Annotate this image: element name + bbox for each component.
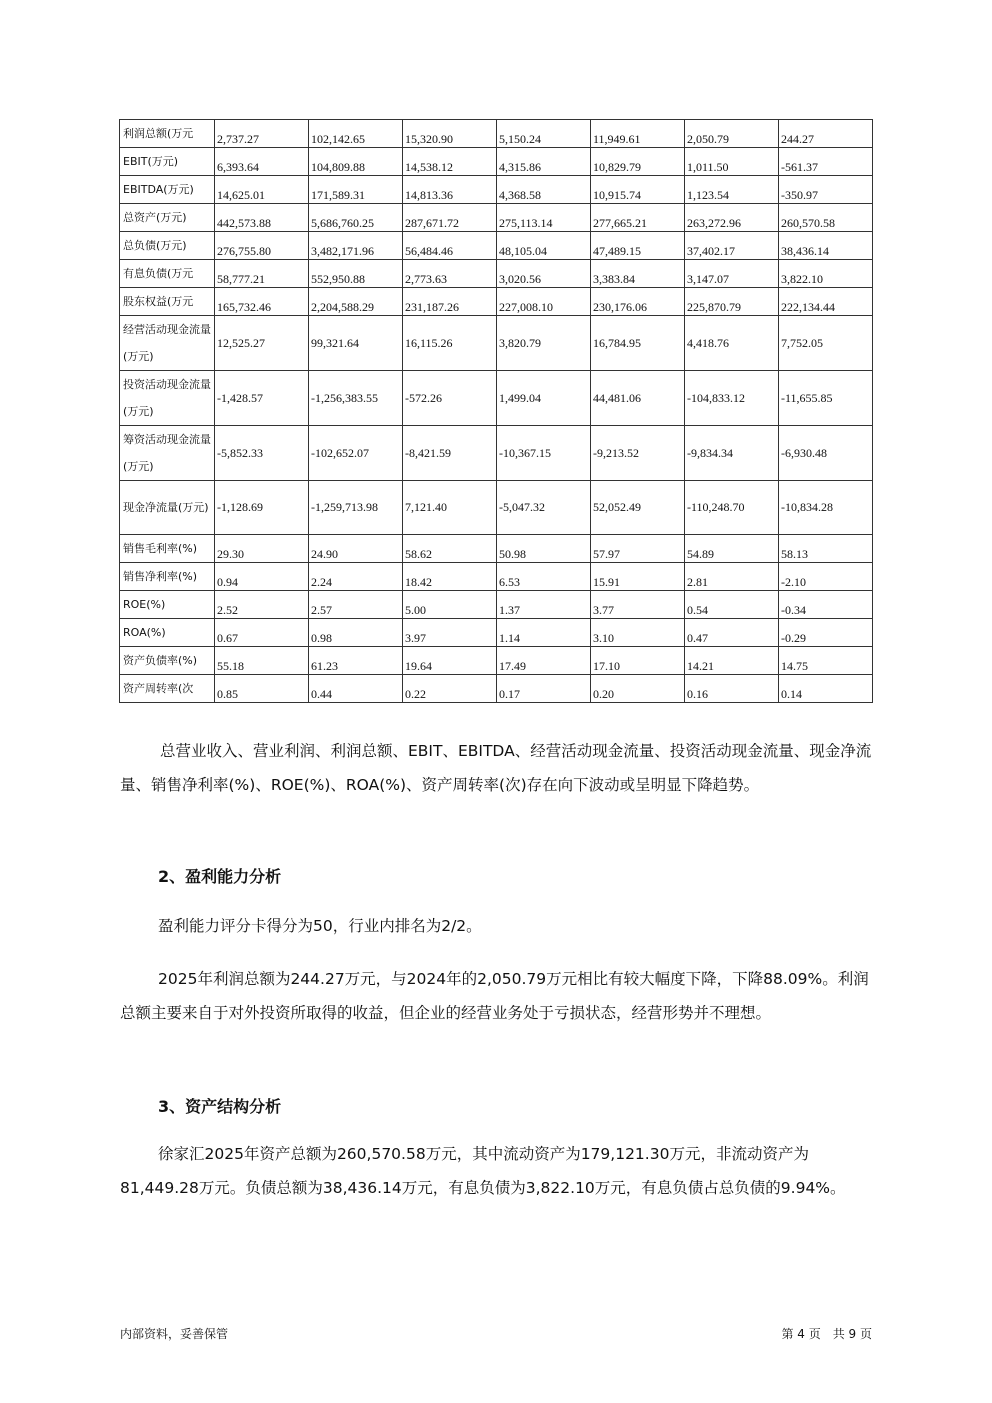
table-cell: 11,949.61 — [591, 120, 685, 148]
table-cell: 0.22 — [403, 675, 497, 703]
table-cell: 12,525.27 — [215, 316, 309, 371]
row-label: 投资活动现金流量(万元) — [120, 371, 215, 426]
table-cell: 0.54 — [685, 591, 779, 619]
table-cell: 29.30 — [215, 535, 309, 563]
table-cell: 0.67 — [215, 619, 309, 647]
table-cell: 58.62 — [403, 535, 497, 563]
table-cell: 2,050.79 — [685, 120, 779, 148]
table-cell: 3,822.10 — [779, 260, 873, 288]
table-cell: 1.37 — [497, 591, 591, 619]
table-row — [120, 288, 873, 316]
table-cell: 227,008.10 — [497, 288, 591, 316]
table-row — [120, 481, 873, 535]
table-cell: -2.10 — [779, 563, 873, 591]
row-label: 销售毛利率(%) — [120, 535, 215, 563]
table-cell: 0.85 — [215, 675, 309, 703]
table-cell: 10,829.79 — [591, 148, 685, 176]
table-cell: 0.20 — [591, 675, 685, 703]
table-cell: 5,686,760.25 — [309, 204, 403, 232]
table-cell: 3.10 — [591, 619, 685, 647]
footer-page-number: 第 4 页 共 9 页 — [781, 1327, 872, 1341]
table-cell: 5,150.24 — [497, 120, 591, 148]
table-cell: -104,833.12 — [685, 371, 779, 426]
row-label: 现金净流量(万元) — [120, 481, 215, 535]
row-label: 有息负债(万元 — [120, 260, 215, 288]
table-cell: -5,852.33 — [215, 426, 309, 481]
row-label: 总负债(万元) — [120, 232, 215, 260]
table-cell: -350.97 — [779, 176, 873, 204]
table-cell: -561.37 — [779, 148, 873, 176]
table-cell: 2.52 — [215, 591, 309, 619]
table-row — [120, 647, 873, 675]
table-cell: 58,777.21 — [215, 260, 309, 288]
table-cell: 18.42 — [403, 563, 497, 591]
row-label: 股东权益(万元 — [120, 288, 215, 316]
table-cell: 3,020.56 — [497, 260, 591, 288]
table-cell: 104,809.88 — [309, 148, 403, 176]
table-cell: 14,625.01 — [215, 176, 309, 204]
table-cell: 14,813.36 — [403, 176, 497, 204]
table-cell: 3.77 — [591, 591, 685, 619]
table-cell: 2,737.27 — [215, 120, 309, 148]
table-cell: -110,248.70 — [685, 481, 779, 535]
table-cell: -1,128.69 — [215, 481, 309, 535]
table-cell: 3,482,171.96 — [309, 232, 403, 260]
table-cell: 50.98 — [497, 535, 591, 563]
profitability-score-text: 盈利能力评分卡得分为50，行业内排名为2/2。 — [158, 917, 482, 935]
table-cell: -102,652.07 — [309, 426, 403, 481]
table-cell: 225,870.79 — [685, 288, 779, 316]
table-cell: 287,671.72 — [403, 204, 497, 232]
table-row — [120, 204, 873, 232]
profit-analysis-text: 2025年利润总额为244.27万元，与2024年的2,050.79万元相比有较大幅度下降，下降88.09%。利润总额主要来自于对外投资所取得的收益，但企业的经营业务处于亏损状态，经营形势并不理想。 — [120, 970, 869, 1022]
table-cell: 3,383.84 — [591, 260, 685, 288]
table-cell: 2.81 — [685, 563, 779, 591]
row-label: 资产负债率(%) — [120, 647, 215, 675]
table-cell: 0.16 — [685, 675, 779, 703]
row-label: 销售净利率(%) — [120, 563, 215, 591]
table-cell: 54.89 — [685, 535, 779, 563]
row-label: EBITDA(万元) — [120, 176, 215, 204]
footer-confidential-note: 内部资料，妥善保管 — [120, 1327, 229, 1341]
table-cell: 15.91 — [591, 563, 685, 591]
table-cell: -572.26 — [403, 371, 497, 426]
table-cell: -9,834.34 — [685, 426, 779, 481]
table-cell: 56,484.46 — [403, 232, 497, 260]
table-cell: -0.34 — [779, 591, 873, 619]
table-cell: 5.00 — [403, 591, 497, 619]
table-cell: 3.97 — [403, 619, 497, 647]
table-cell: 0.44 — [309, 675, 403, 703]
table-cell: -1,259,713.98 — [309, 481, 403, 535]
table-cell: 6.53 — [497, 563, 591, 591]
table-row — [120, 232, 873, 260]
table-cell: 47,489.15 — [591, 232, 685, 260]
table-cell: 16,784.95 — [591, 316, 685, 371]
table-row — [120, 176, 873, 204]
table-row — [120, 675, 873, 703]
table-cell: 230,176.06 — [591, 288, 685, 316]
table-cell: 4,368.58 — [497, 176, 591, 204]
table-cell: 58.13 — [779, 535, 873, 563]
table-cell: 4,315.86 — [497, 148, 591, 176]
table-cell: 15,320.90 — [403, 120, 497, 148]
table-cell: 0.47 — [685, 619, 779, 647]
table-cell: 165,732.46 — [215, 288, 309, 316]
table-body — [120, 120, 873, 703]
table-cell: 24.90 — [309, 535, 403, 563]
table-cell: 7,752.05 — [779, 316, 873, 371]
table-cell: 0.14 — [779, 675, 873, 703]
table-row — [120, 120, 873, 148]
table-cell: -8,421.59 — [403, 426, 497, 481]
row-label: 利润总额(万元 — [120, 120, 215, 148]
table-cell: 52,052.49 — [591, 481, 685, 535]
table-row — [120, 426, 873, 481]
table-row — [120, 148, 873, 176]
table-cell: 2.24 — [309, 563, 403, 591]
table-cell: 44,481.06 — [591, 371, 685, 426]
table-cell: 10,915.74 — [591, 176, 685, 204]
table-cell: -10,834.28 — [779, 481, 873, 535]
section-3-heading: 3、资产结构分析 — [158, 1097, 282, 1116]
table-cell: 14,538.12 — [403, 148, 497, 176]
row-label: 经营活动现金流量(万元) — [120, 316, 215, 371]
table-cell: 3,147.07 — [685, 260, 779, 288]
table-row — [120, 563, 873, 591]
table-cell: 48,105.04 — [497, 232, 591, 260]
table-cell: 1,499.04 — [497, 371, 591, 426]
table-cell: 0.98 — [309, 619, 403, 647]
table-row — [120, 535, 873, 563]
table-cell: 171,589.31 — [309, 176, 403, 204]
summary-paragraph: 总营业收入、营业利润、利润总额、EBIT、EBITDA、经营活动现金流量、投资活动现金流量、现金净流量、销售净利率(%)、ROE(%)、ROA(%)、资产周转率(次)存在向下波动或呈明显下降趋势。 — [120, 742, 872, 794]
table-cell: 442,573.88 — [215, 204, 309, 232]
table-cell: 0.17 — [497, 675, 591, 703]
table-row — [120, 260, 873, 288]
table-cell: 277,665.21 — [591, 204, 685, 232]
table-cell: 37,402.17 — [685, 232, 779, 260]
table-cell: 17.10 — [591, 647, 685, 675]
table-cell: 2,773.63 — [403, 260, 497, 288]
table-cell: 16,115.26 — [403, 316, 497, 371]
asset-structure-text: 徐家汇2025年资产总额为260,570.58万元，其中流动资产为179,121.30万元，非流动资产为81,449.28万元。负债总额为38,436.14万元，有息负债为3,822.10万元，有息负债占总负债的9.94%。 — [120, 1145, 846, 1197]
table-cell: 7,121.40 — [403, 481, 497, 535]
table-cell: 3,820.79 — [497, 316, 591, 371]
table-cell: 0.94 — [215, 563, 309, 591]
table-cell: 57.97 — [591, 535, 685, 563]
table-cell: 1,011.50 — [685, 148, 779, 176]
table-cell: 14.21 — [685, 647, 779, 675]
table-cell: 19.64 — [403, 647, 497, 675]
row-label: 资产周转率(次 — [120, 675, 215, 703]
table-cell: -5,047.32 — [497, 481, 591, 535]
table-cell: 275,113.14 — [497, 204, 591, 232]
table-cell: -10,367.15 — [497, 426, 591, 481]
table-cell: -6,930.48 — [779, 426, 873, 481]
table-cell: 6,393.64 — [215, 148, 309, 176]
table-cell: 2.57 — [309, 591, 403, 619]
row-label: ROA(%) — [120, 619, 215, 647]
row-label: 总资产(万元) — [120, 204, 215, 232]
table-cell: 552,950.88 — [309, 260, 403, 288]
table-cell: 231,187.26 — [403, 288, 497, 316]
financial-metrics-table — [119, 119, 873, 703]
table-cell: 99,321.64 — [309, 316, 403, 371]
table-cell: 38,436.14 — [779, 232, 873, 260]
section-2-heading: 2、盈利能力分析 — [158, 867, 282, 886]
row-label: ROE(%) — [120, 591, 215, 619]
table-cell: -9,213.52 — [591, 426, 685, 481]
table-cell: 2,204,588.29 — [309, 288, 403, 316]
table-cell: 263,272.96 — [685, 204, 779, 232]
table-row — [120, 316, 873, 371]
table-cell: 222,134.44 — [779, 288, 873, 316]
table-cell: 55.18 — [215, 647, 309, 675]
table-row — [120, 619, 873, 647]
table-cell: 14.75 — [779, 647, 873, 675]
table-cell: -0.29 — [779, 619, 873, 647]
table-cell: 260,570.58 — [779, 204, 873, 232]
table-row — [120, 371, 873, 426]
table-row — [120, 591, 873, 619]
table-cell: 4,418.76 — [685, 316, 779, 371]
table-cell: -1,428.57 — [215, 371, 309, 426]
table-cell: 17.49 — [497, 647, 591, 675]
table-cell: 61.23 — [309, 647, 403, 675]
table-cell: 1,123.54 — [685, 176, 779, 204]
table-cell: 1.14 — [497, 619, 591, 647]
row-label: EBIT(万元) — [120, 148, 215, 176]
table-cell: -1,256,383.55 — [309, 371, 403, 426]
table-cell: 244.27 — [779, 120, 873, 148]
table-cell: 276,755.80 — [215, 232, 309, 260]
table-cell: -11,655.85 — [779, 371, 873, 426]
table-cell: 102,142.65 — [309, 120, 403, 148]
row-label: 筹资活动现金流量(万元) — [120, 426, 215, 481]
